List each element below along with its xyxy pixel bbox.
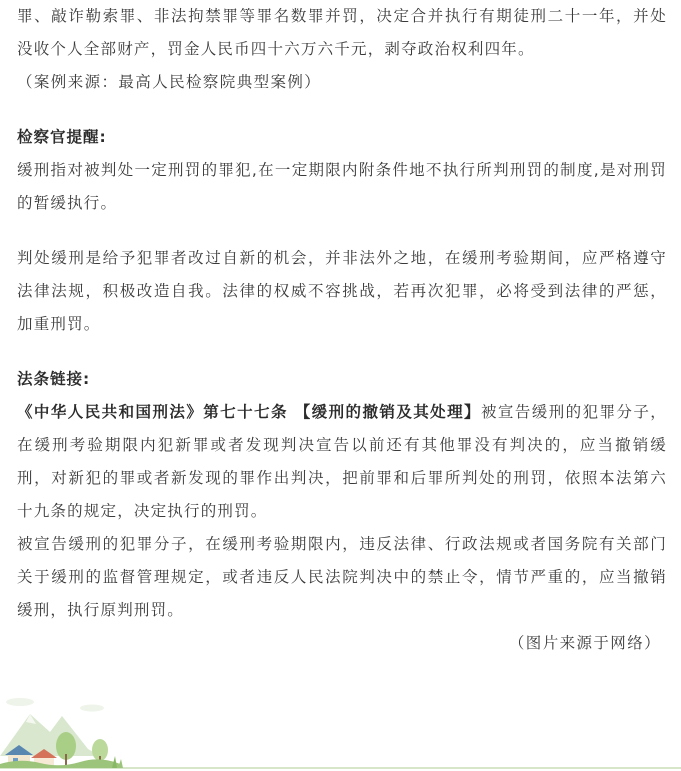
village-landscape-illustration bbox=[0, 694, 681, 771]
reminder-paragraph-2: 判处缓刑是给予犯罪者改过自新的机会，并非法外之地，在缓刑考验期间，应严格遵守法律法规，积极改造自我。法律的权威不容挑战，若再次犯罪，必将受到法律的严惩，加重刑罚。 bbox=[17, 249, 667, 333]
case-sentence-text: 罪、敲诈勒索罪、非法拘禁罪等罪名数罪并罚，决定合并执行有期徒刑二十一年，并处没收个人全部财产，罚金人民币四十六万六千元，剥夺政治权利四年。 bbox=[17, 7, 667, 58]
prosecutor-reminder-heading: 检察官提醒: bbox=[17, 128, 107, 146]
reminder-paragraph-1: 缓刑指对被判处一定刑罚的罪犯,在一定期限内附条件地不执行所判刑罚的制度,是对刑罚的暂缓执行。 bbox=[17, 161, 667, 212]
law-article-paragraph bbox=[17, 396, 667, 528]
law-article-paragraph-2: 被宣告缓刑的犯罪分子，在缓刑考验期限内，违反法律、行政法规或者国务院有关部门关于缓刑的监督管理规定，或者违反人民法院判决中的禁止令，情节严重的，应当撤销缓刑，执行原判刑罚。 bbox=[17, 535, 667, 619]
image-credit: （图片来源于网络） bbox=[508, 634, 661, 652]
law-link-heading: 法条链接: bbox=[17, 370, 91, 388]
article-body bbox=[17, 0, 667, 660]
case-source-text: （案例来源：最高人民检察院典型案例） bbox=[17, 73, 322, 91]
tree-trunk bbox=[65, 754, 67, 766]
cloud-shape bbox=[6, 698, 34, 706]
law-article-body: 被宣告缓刑的犯罪分子，在缓刑考验期限内犯新罪或者发现判决宣告以前还有其他罪没有判决的，应当撤销缓刑，对新犯的罪或者新发现的罪作出判决，把前罪和后罪所判处的刑罚，依照本法第六十九条的规定，决定执行的刑罚。 bbox=[17, 403, 668, 520]
cloud-shape bbox=[80, 705, 104, 712]
grass-tuft bbox=[118, 759, 123, 768]
law-article-title: 《中华人民共和国刑法》第七十七条 【缓刑的撤销及其处理】 bbox=[17, 403, 481, 421]
